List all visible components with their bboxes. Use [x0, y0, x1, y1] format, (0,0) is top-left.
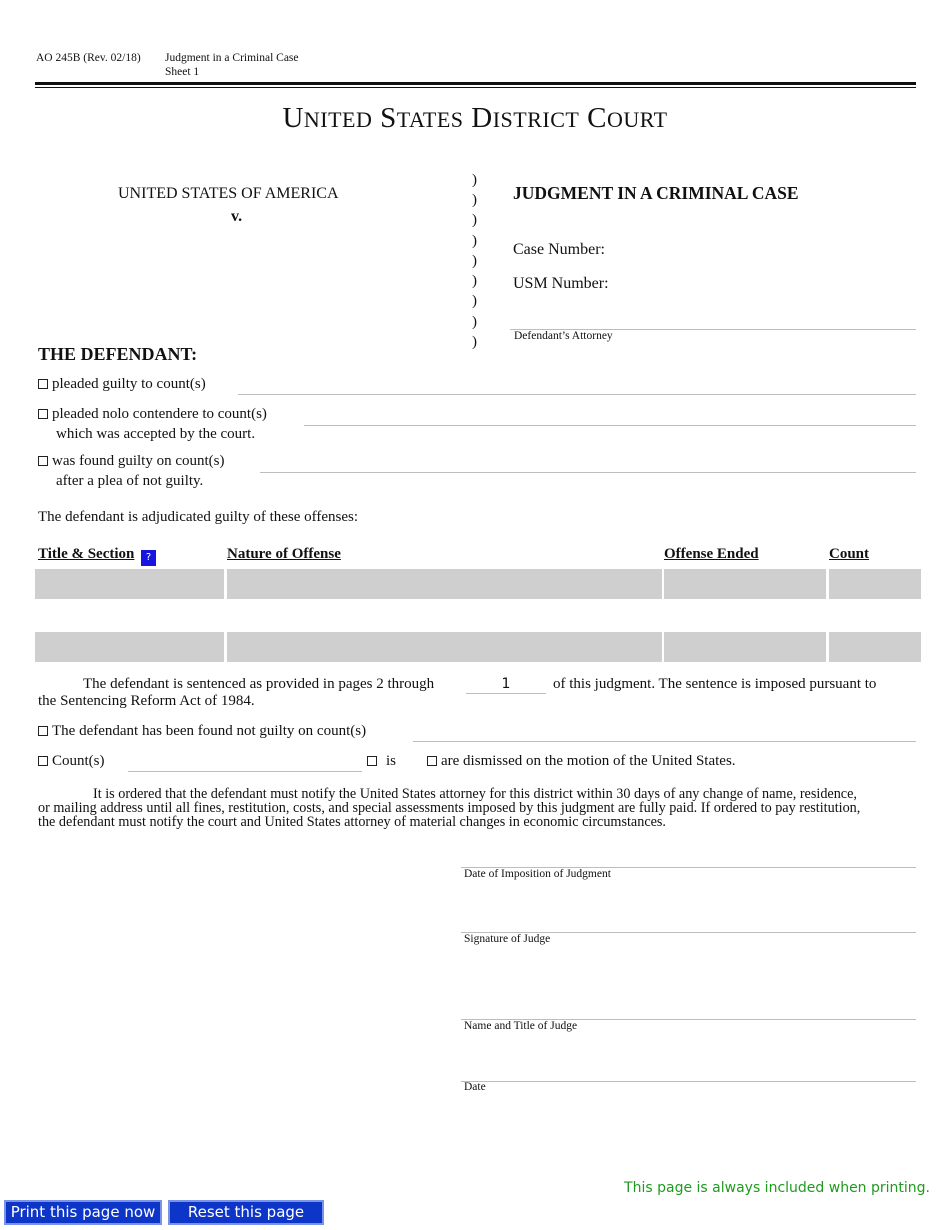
pages-through-input[interactable]: 1 [466, 675, 546, 694]
usm-number-field[interactable] [620, 296, 916, 297]
reset-button[interactable]: Reset this page [168, 1200, 324, 1225]
case-number-label: Case Number: [513, 241, 605, 258]
print-note: This page is always included when printing. [624, 1180, 930, 1196]
header-rule-thick [35, 82, 916, 85]
versus-label: v. [231, 208, 243, 225]
count-input-2[interactable] [829, 632, 921, 662]
sentence-text-after: of this judgment. The sentence is imposed pursuant to [553, 676, 877, 692]
date-field[interactable] [461, 1081, 916, 1082]
notice-line1: It is ordered that the defendant must notify the United States attorney for this district within 30 days of any change of name, residence, [93, 786, 857, 802]
form-title: Judgment in a Criminal Case [165, 52, 299, 64]
found-guilty-checkbox[interactable] [38, 456, 48, 466]
are-dismissed-option: are dismissed on the motion of the United States. [427, 753, 736, 770]
notice-line2: or mailing address until all fines, restitution, costs, and special assessments imposed by this judgment are fully paid. If ordered to pay restitution, [38, 800, 861, 816]
print-button[interactable]: Print this page now [4, 1200, 162, 1225]
found-guilty-line2: after a plea of not guilty. [56, 473, 204, 489]
notice-line3: the defendant must notify the court and United States attorney of material changes in economic circumstances. [38, 814, 666, 830]
counts-option: Count(s) [38, 753, 105, 770]
found-guilty-option: was found guilty on count(s) [38, 453, 224, 470]
help-icon[interactable]: ? [141, 550, 156, 566]
col-nature-offense: Nature of Offense [227, 546, 341, 562]
not-guilty-option: The defendant has been found not guilty on count(s) [38, 723, 366, 740]
attorney-label: Defendant’s Attorney [514, 330, 613, 342]
title-section-input-1[interactable] [35, 569, 224, 599]
judge-name-title-label: Name and Title of Judge [464, 1020, 578, 1032]
defendant-heading: THE DEFENDANT: [38, 344, 198, 364]
sentence-line2: the Sentencing Reform Act of 1984. [38, 693, 255, 709]
plaintiff-name: UNITED STATES OF AMERICA [118, 185, 339, 202]
not-guilty-checkbox[interactable] [38, 726, 48, 736]
found-guilty-counts-field[interactable] [260, 472, 916, 473]
nolo-contendere-line2: which was accepted by the court. [56, 426, 256, 442]
signature-label: Signature of Judge [464, 933, 551, 945]
title-section-input-2[interactable] [35, 632, 224, 662]
header-rule-thin [35, 87, 916, 88]
dismissed-counts-field[interactable] [128, 771, 362, 772]
pleaded-guilty-option: pleaded guilty to count(s) [38, 376, 206, 393]
pleaded-guilty-counts-field[interactable] [238, 394, 916, 395]
case-number-field[interactable] [620, 262, 916, 263]
count-input-1[interactable] [829, 569, 921, 599]
col-offense-ended: Offense Ended [664, 546, 759, 562]
offense-ended-input-2[interactable] [664, 632, 826, 662]
nature-offense-input-1[interactable] [227, 569, 662, 599]
usm-number-label: USM Number: [513, 275, 609, 292]
court-title: UNITED STATES DISTRICT COURT [282, 102, 668, 134]
form-id: AO 245B (Rev. 02/18) [36, 52, 141, 64]
nolo-contendere-option: pleaded nolo contendere to count(s) [38, 406, 267, 423]
pleaded-guilty-checkbox[interactable] [38, 379, 48, 389]
not-guilty-counts-field[interactable] [413, 741, 916, 742]
is-checkbox[interactable] [367, 756, 377, 766]
sheet-label: Sheet 1 [165, 66, 200, 78]
date-imposition-label: Date of Imposition of Judgment [464, 868, 611, 880]
is-option: is [367, 753, 396, 770]
nature-offense-input-2[interactable] [227, 632, 662, 662]
col-count: Count [829, 546, 870, 562]
sentence-text-before: The defendant is sentenced as provided in pages 2 through [83, 676, 435, 692]
nolo-counts-field[interactable] [304, 425, 916, 426]
are-dismissed-checkbox[interactable] [427, 756, 437, 766]
judgment-title: JUDGMENT IN A CRIMINAL CASE [513, 183, 799, 203]
nolo-contendere-checkbox[interactable] [38, 409, 48, 419]
adjudicated-text: The defendant is adjudicated guilty of these offenses: [38, 509, 359, 525]
date-label: Date [464, 1081, 486, 1093]
col-title-section: Title & Section [38, 546, 135, 562]
counts-checkbox[interactable] [38, 756, 48, 766]
offense-ended-input-1[interactable] [664, 569, 826, 599]
